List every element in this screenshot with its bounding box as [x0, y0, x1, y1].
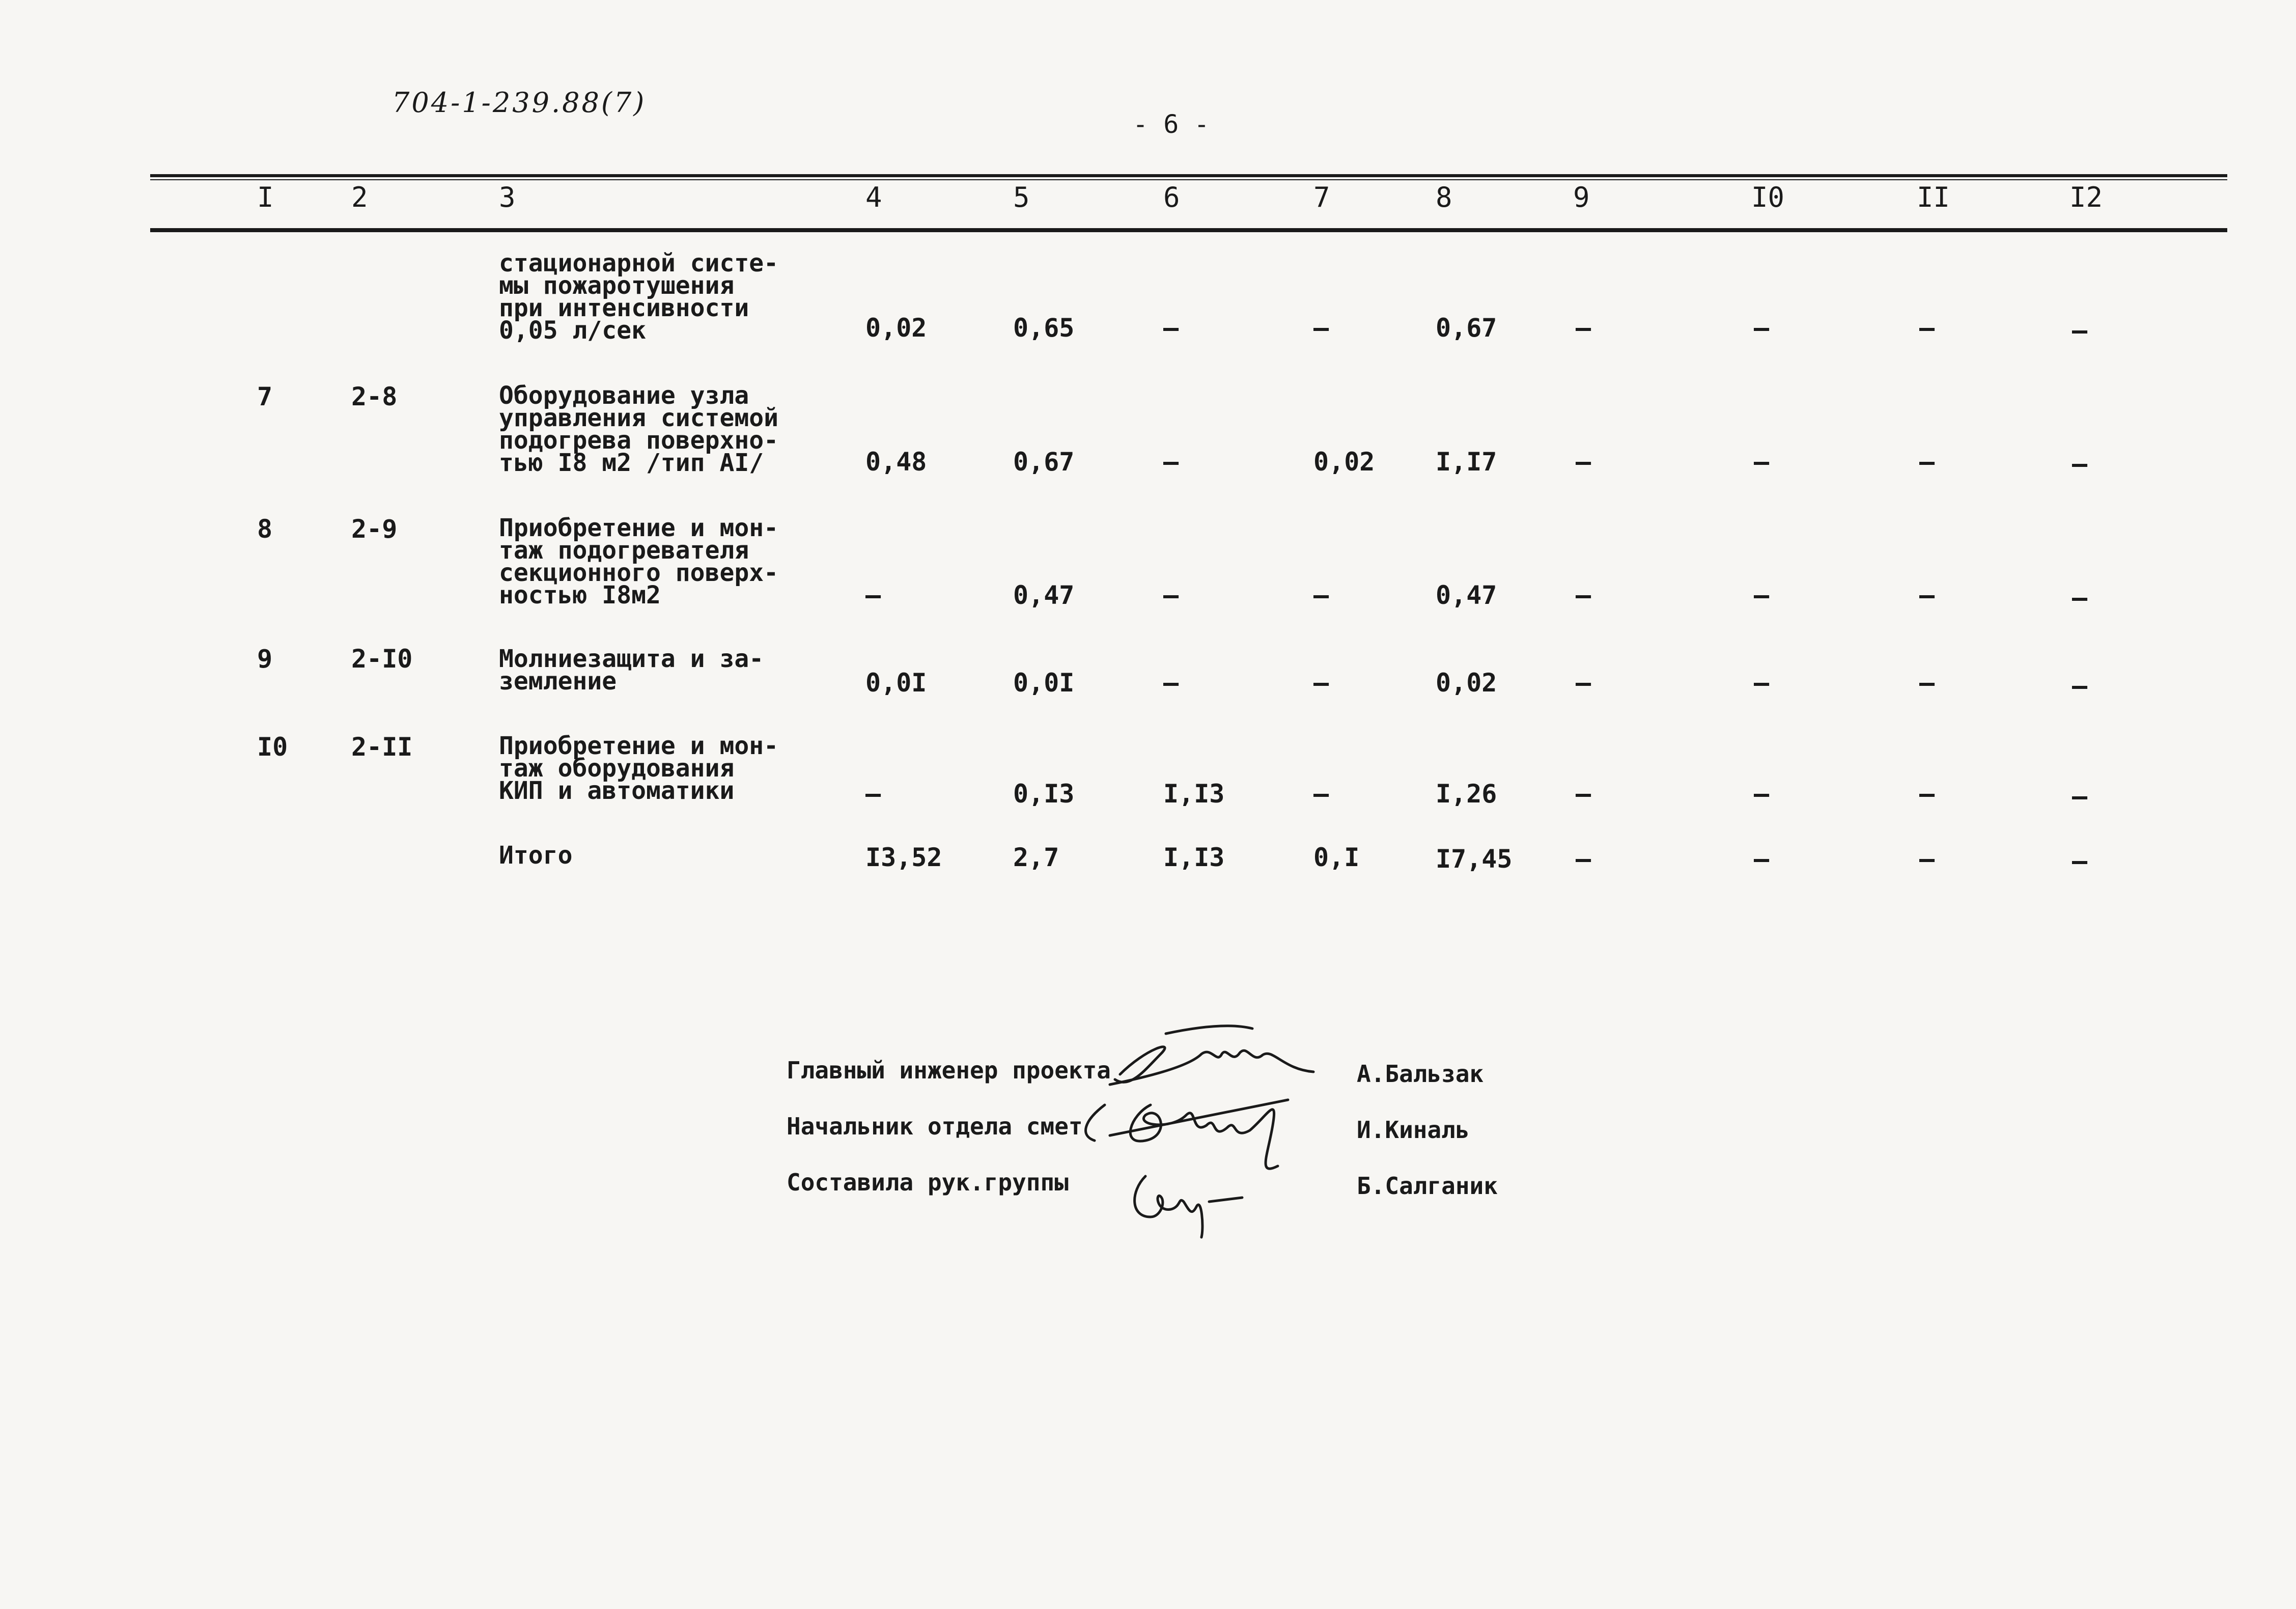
cell-col10: –	[1754, 313, 1770, 343]
cell-col4: –	[865, 580, 881, 610]
desc-line: тью I8 м2 /тип AI/	[499, 449, 764, 477]
desc-line: Приобретение и мон-	[499, 514, 779, 542]
cell-col1: 8	[257, 514, 273, 544]
cell-col10: –	[1754, 447, 1770, 477]
column-header-11: II	[1917, 181, 1950, 213]
desc-line: подогрева поверхно-	[499, 426, 779, 455]
signature-role: Главный инженер проекта	[787, 1057, 1111, 1084]
cell-col11: –	[1919, 779, 1935, 809]
cell-col4: I3,52	[865, 843, 942, 872]
cell-col5: 0,47	[1013, 580, 1075, 610]
cell-col11: –	[1919, 313, 1935, 343]
cell-col12: –	[2072, 449, 2088, 479]
column-header-7: 7	[1313, 181, 1330, 213]
cell-col7: –	[1313, 668, 1329, 698]
row-description	[499, 841, 573, 870]
cell-col10: –	[1754, 844, 1770, 874]
cell-col2: 2-8	[351, 382, 398, 411]
column-header-12: I2	[2069, 181, 2103, 213]
column-header-9: 9	[1573, 181, 1590, 213]
column-header-5: 5	[1013, 181, 1030, 213]
cell-col9: –	[1576, 313, 1591, 343]
cell-col10: –	[1754, 668, 1770, 698]
cell-col5: 0,I3	[1013, 779, 1075, 809]
cell-col6: –	[1163, 668, 1179, 698]
cell-col1: 9	[257, 644, 273, 674]
column-header-6: 6	[1163, 181, 1180, 213]
desc-line: 0,05 л/сек	[499, 316, 646, 345]
column-header-3: 3	[499, 181, 516, 213]
cell-col8: 0,47	[1436, 580, 1497, 610]
column-header-4: 4	[865, 181, 882, 213]
cell-col9: –	[1576, 668, 1591, 698]
signature-name: И.Киналь	[1357, 1116, 1470, 1144]
row-description	[499, 645, 764, 696]
cell-col12: –	[2072, 316, 2088, 345]
desc-line: управления системой	[499, 404, 779, 432]
table-header-rule	[150, 228, 2227, 232]
column-header-10: I0	[1751, 181, 1785, 213]
cell-col6: –	[1163, 313, 1179, 343]
cell-col8: 0,67	[1436, 313, 1497, 343]
cell-col12: –	[2072, 583, 2088, 613]
cell-col11: –	[1919, 668, 1935, 698]
cell-col8: I,26	[1436, 779, 1497, 809]
column-header-2: 2	[351, 181, 368, 213]
cell-col10: –	[1754, 779, 1770, 809]
document-number: 704-1-239.88(7)	[392, 87, 647, 119]
page-number: - 6 -	[1133, 109, 1210, 139]
cell-col4: –	[865, 779, 881, 809]
cell-col7: –	[1313, 313, 1329, 343]
cell-col7: 0,I	[1313, 843, 1360, 872]
cell-col6: I,I3	[1163, 843, 1225, 872]
cell-col9: –	[1576, 779, 1591, 809]
cell-col7: –	[1313, 779, 1329, 809]
cell-col1: 7	[257, 382, 273, 411]
desc-line: при интенсивности	[499, 294, 749, 322]
cell-col11: –	[1919, 447, 1935, 477]
column-header-8: 8	[1436, 181, 1452, 213]
row-description	[499, 514, 779, 609]
handwritten-signature-3	[1120, 1161, 1273, 1242]
cell-col1: I0	[257, 732, 288, 762]
cell-col2: 2-II	[351, 732, 413, 762]
cell-col11: –	[1919, 844, 1935, 874]
cell-col4: 0,48	[865, 447, 927, 477]
cell-col4: 0,0I	[865, 668, 927, 698]
desc-line: земление	[499, 667, 617, 696]
desc-line: Молниезащита и за-	[499, 645, 764, 673]
desc-line: таж подогревателя	[499, 536, 749, 565]
desc-line: Приобретение и мон-	[499, 732, 779, 760]
cell-col12: –	[2072, 846, 2088, 876]
cell-col8: 0,02	[1436, 668, 1497, 698]
cell-col6: I,I3	[1163, 779, 1225, 809]
signature-role: Составила рук.группы	[787, 1169, 1069, 1196]
desc-line: ностью I8м2	[499, 581, 661, 609]
desc-line: мы пожаротушения	[499, 271, 735, 300]
cell-col5: 0,67	[1013, 447, 1075, 477]
row-description	[499, 381, 779, 477]
table-top-rule	[150, 174, 2227, 177]
cell-col12: –	[2072, 671, 2088, 701]
cell-col2: 2-9	[351, 514, 398, 544]
cell-col5: 0,65	[1013, 313, 1075, 343]
cell-col9: –	[1576, 844, 1591, 874]
column-header-1: I	[257, 181, 274, 213]
signature-name: А.Бальзак	[1357, 1060, 1484, 1088]
signature-role: Начальник отдела смет	[787, 1113, 1083, 1140]
desc-line: Оборудование узла	[499, 381, 749, 410]
cell-col7: –	[1313, 580, 1329, 610]
cell-col5: 2,7	[1013, 843, 1059, 872]
signature-name: Б.Салганик	[1357, 1172, 1498, 1200]
cell-col6: –	[1163, 447, 1179, 477]
cell-col2: 2-I0	[351, 644, 413, 674]
cell-col7: 0,02	[1313, 447, 1375, 477]
desc-line: Итого	[499, 841, 573, 870]
cell-col8: I7,45	[1436, 844, 1513, 874]
cell-col10: –	[1754, 580, 1770, 610]
cell-col4: 0,02	[865, 313, 927, 343]
cell-col9: –	[1576, 580, 1591, 610]
cell-col12: –	[2072, 782, 2088, 811]
desc-line: КИП и автоматики	[499, 776, 735, 805]
cell-col6: –	[1163, 580, 1179, 610]
cell-col9: –	[1576, 447, 1591, 477]
cell-col8: I,I7	[1436, 447, 1497, 477]
row-description	[499, 249, 779, 345]
desc-line: стационарной систе-	[499, 249, 779, 278]
desc-line: таж оборудования	[499, 754, 735, 783]
cell-col11: –	[1919, 580, 1935, 610]
row-description	[499, 732, 779, 805]
desc-line: секционного поверх-	[499, 559, 779, 587]
table-top-rule-thin	[150, 179, 2227, 180]
cell-col5: 0,0I	[1013, 668, 1075, 698]
